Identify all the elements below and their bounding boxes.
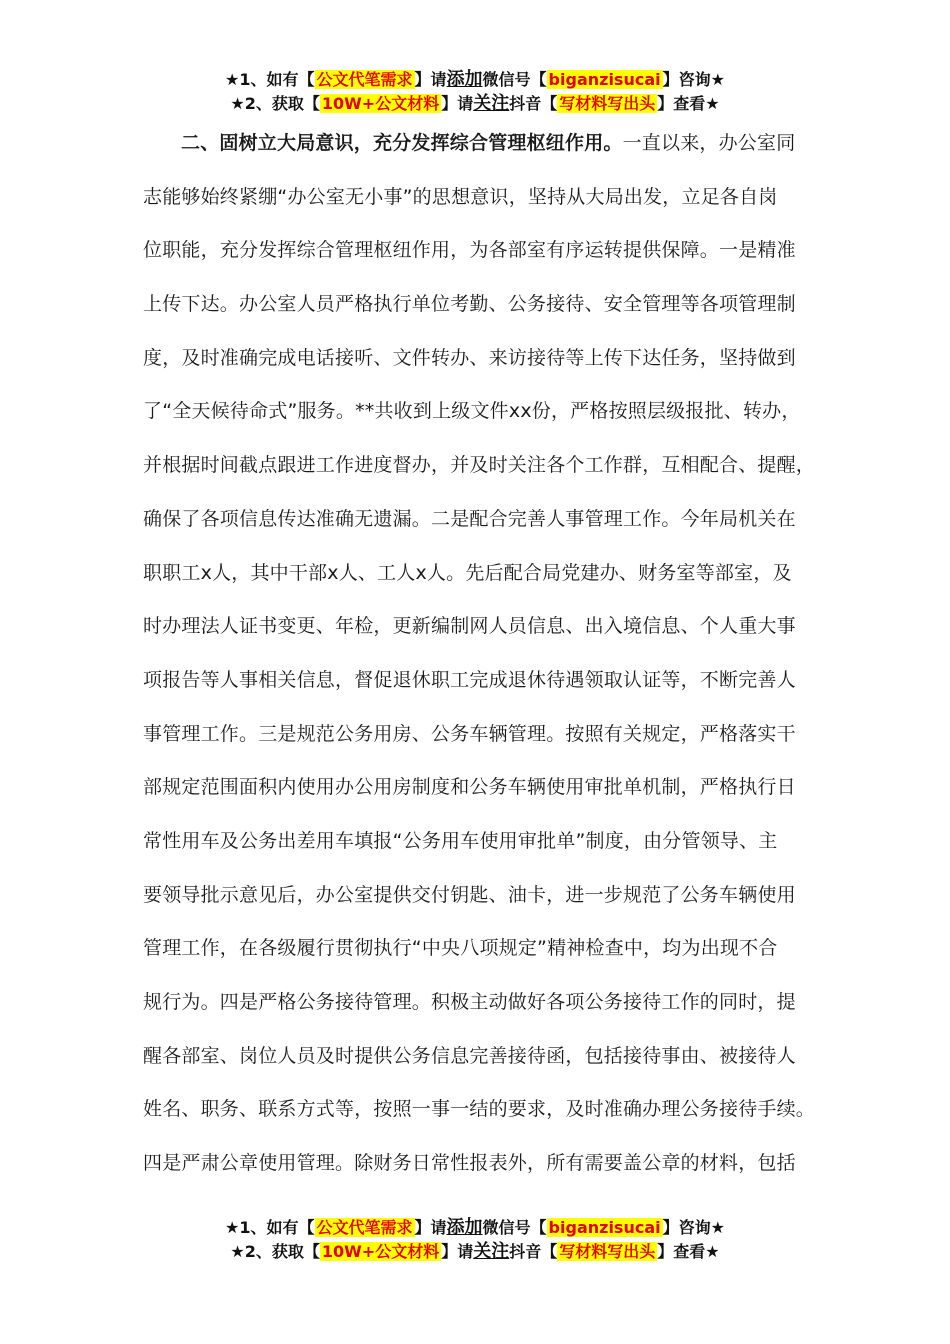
paragraph-line: 志能够始终紧绷“办公室无小事”的思想意识，坚持从大局出发，立足各自岗 [143, 185, 778, 208]
paragraph-line: 位职能，充分发挥综合管理枢纽作用，为各部室有序运转提供保障。一是精准 [143, 239, 796, 262]
highlight-text: 写材料写出头 [559, 1242, 656, 1261]
emphasis-text: 关注 [473, 1241, 510, 1262]
banner-line-2 [0, 92, 950, 116]
banner-text: 抖音【 [509, 94, 558, 113]
banner-text: 】请 [441, 1242, 474, 1261]
emphasis-text: 关注 [473, 93, 510, 114]
paragraph-line: 确保了各项信息传达准确无遗漏。二是配合完善人事管理工作。今年局机关在 [143, 507, 796, 530]
document-body [143, 117, 816, 1191]
paragraph-line: 时办理法人证书变更、年检，更新编制网人员信息、出入境信息、个人重大事 [143, 615, 796, 638]
paragraph-line: 规行为。四是严格公务接待管理。积极主动做好各项公务接待工作的同时，提 [143, 991, 796, 1013]
highlight-text: 公文代笔需求 [316, 70, 413, 89]
paragraph-line: 并根据时间截点跟进工作进度督办，并及时关注各个工作群，互相配合、提醒， [143, 454, 816, 477]
banner-text: ★1、如有【 [225, 1218, 315, 1237]
emphasis-text: 添加 [446, 1217, 483, 1238]
paragraph-line: 项报告等人事相关信息，督促退休职工完成退休待遇领取认证等，不断完善人 [143, 668, 796, 691]
header-banner [0, 68, 950, 116]
paragraph-line: 常性用车及公务出差用车填报“公务用车使用审批单”制度，由分管领导、主 [143, 829, 778, 852]
banner-line-1 [0, 1216, 950, 1240]
highlight-text: biganzisucai [548, 70, 661, 89]
highlight-text: 10W+公文材料 [321, 94, 440, 113]
paragraph-line: 上传下达。办公室人员严格执行单位考勤、公务接待、安全管理等各项管理制 [143, 293, 796, 316]
paragraph-line: 度，及时准确完成电话接听、文件转办、来访接待等上传下达任务，坚持做到 [143, 346, 796, 369]
banner-text: ★2、获取【 [230, 94, 320, 113]
paragraph-line: 了“全天候待命式”服务。**共收到上级文件xx份，严格按照层级报批、转办， [143, 400, 801, 423]
banner-text: 】查看★ [657, 94, 720, 113]
paragraph-line: 要领导批示意见后，办公室提供交付钥匙、油卡，进一步规范了公务车辆使用 [143, 883, 796, 906]
banner-text: 】请 [414, 70, 447, 89]
emphasis-text: 添加 [446, 69, 483, 90]
paragraph-line: 职职工x人，其中干部x人、工人x人。先后配合局党建办、财务室等部室，及 [143, 561, 792, 584]
footer-banner [0, 1216, 950, 1264]
paragraph-line: 事管理工作。三是规范公务用房、公务车辆管理。按照有关规定，严格落实干 [143, 722, 796, 745]
banner-text: 】咨询★ [662, 70, 725, 89]
paragraph-line: 部规定范围面积内使用办公用房制度和公务车辆使用审批单机制，严格执行日 [143, 776, 796, 799]
banner-text: ★2、获取【 [230, 1242, 320, 1261]
highlight-text: 10W+公文材料 [321, 1242, 440, 1261]
banner-text: ★1、如有【 [225, 70, 315, 89]
banner-text: 】查看★ [657, 1242, 720, 1261]
banner-text: 微信号【 [482, 70, 547, 89]
paragraph-first-line [143, 117, 803, 171]
banner-text: 抖音【 [509, 1242, 558, 1261]
paragraph-line: 醒各部室、岗位人员及时提供公务信息完善接待函，包括接待事由、被接待人 [143, 1044, 796, 1067]
paragraph-line: 四是严肃公章使用管理。除财务日常性报表外，所有需要盖公章的材料，包括 [143, 1152, 796, 1175]
highlight-text: biganzisucai [548, 1218, 661, 1237]
highlight-text: 写材料写出头 [559, 94, 656, 113]
banner-text: 】请 [414, 1218, 447, 1237]
banner-text: 微信号【 [482, 1218, 547, 1237]
highlight-text: 公文代笔需求 [316, 1218, 413, 1237]
paragraph-line: 管理工作，在各级履行贯彻执行“中央八项规定”精神检查中，均为出现不合 [143, 937, 778, 960]
section-heading: 二、固树立大局意识，充分发挥综合管理枢纽作用。 [181, 132, 623, 154]
banner-line-2 [0, 1240, 950, 1264]
banner-line-1 [0, 68, 950, 92]
paragraph-text: 一直以来，办公室同 [622, 132, 796, 154]
banner-text: 】咨询★ [662, 1218, 725, 1237]
paragraph-line: 姓名、职务、联系方式等，按照一事一结的要求，及时准确办理公务接待手续。 [143, 1098, 816, 1121]
banner-text: 】请 [441, 94, 474, 113]
